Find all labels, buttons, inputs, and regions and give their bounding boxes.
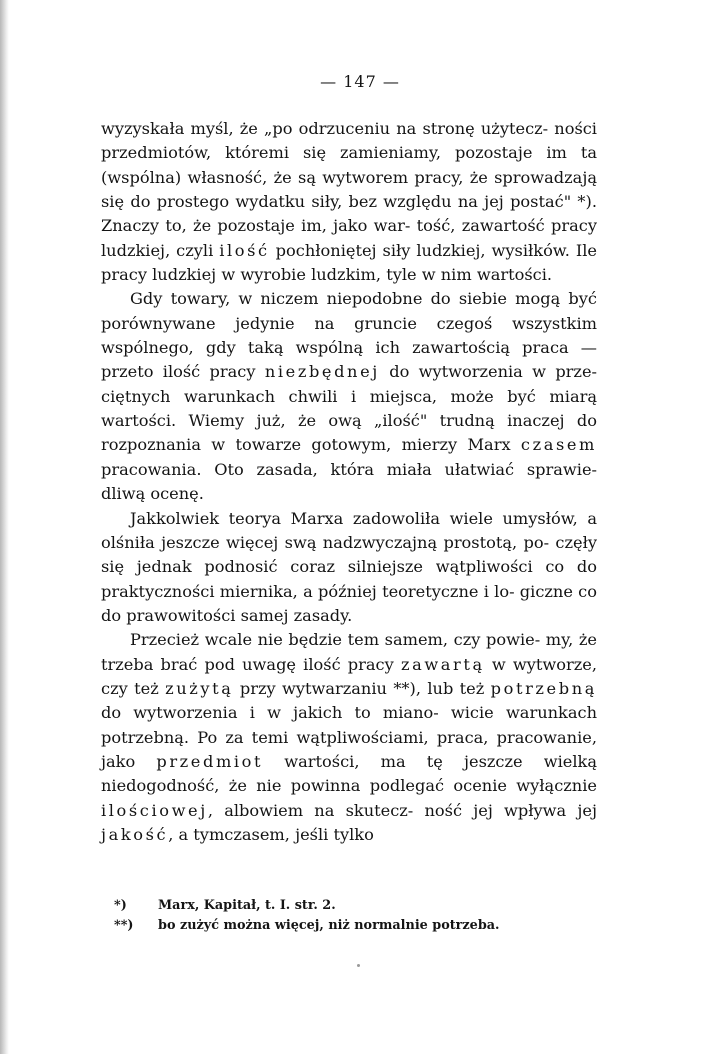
- text-run: , a tymczasem, jeśli tylko: [168, 824, 374, 844]
- body-text: [101, 117, 597, 847]
- footnote-mark: *): [114, 898, 127, 913]
- footnote-text: bo zużyć można więcej, niż normalnie potrzeba.: [158, 918, 500, 933]
- emphasized-text: zawartą: [400, 654, 485, 674]
- emphasized-text: ilość: [219, 240, 270, 260]
- text-run: wartości, ma tę jeszcze wielką niedogodność, że nie powinna podlegać ocenie wyłącznie: [101, 751, 597, 796]
- emphasized-text: czasem: [520, 435, 597, 455]
- paragraph: [101, 117, 597, 287]
- text-run: Gdy towary, w niczem niepodobne do siebie mogą być porównywane jedynie na gruncie czegoś wszystkim wspólnego, gdy taką wspólną ich zawartością praca — przeto ilość pracy: [101, 289, 597, 382]
- emphasized-text: potrzebną: [490, 678, 597, 698]
- footnotes: [114, 896, 594, 936]
- print-speck: [357, 964, 360, 967]
- text-run: pracowania. Oto zasada, która miała ułatwiać sprawie- dliwą ocenę.: [101, 459, 597, 504]
- paragraph: [101, 287, 597, 506]
- text-run: do wytworzenia i w jakich to miano- wicie warunkach potrzebną. Po za temi wątpliwościami, praca, pracowanie, jako: [101, 703, 597, 771]
- footnote: [114, 896, 594, 916]
- emphasized-text: jakość: [101, 824, 169, 844]
- text-run: , albowiem na skutecz- ność jej wpływa jej: [207, 800, 597, 820]
- footnote-text: Marx, Kapitał, t. I. str. 2.: [158, 898, 336, 913]
- page-spine-shadow: [0, 0, 9, 1054]
- emphasized-text: ilościowej: [101, 800, 208, 820]
- text-run: Przecież wcale nie będzie tem samem, czy powie- my, że trzeba brać pod uwagę ilość pracy: [101, 630, 597, 674]
- paragraph: [101, 507, 597, 629]
- emphasized-text: przedmiot: [156, 751, 264, 771]
- text-run: wyzyskała myśl, że „po odrzuceniu na stronę użytecz- ności przedmiotów, któremi się zamieniamy, pozostaje im ta (wspólna) własność, że są wytworem pracy, że sprowadzają się do prostego wydatku siły, bez względu na jej postać" *). Znaczy to, że pozostaje im, jako war- tość, zawartość pracy ludzkiej, czyli: [101, 119, 597, 260]
- footnote: [114, 916, 594, 936]
- page-number: — 147 —: [320, 72, 400, 91]
- emphasized-text: niezbędnej: [264, 362, 380, 382]
- text-run: pochłoniętej siły ludzkiej, wysiłków. Ile pracy ludzkiej w wyrobie ludzkim, tyle w nim wartości.: [101, 240, 597, 285]
- footnote-mark: **): [114, 918, 134, 933]
- paragraph: [101, 628, 597, 847]
- emphasized-text: zużytą: [165, 678, 234, 698]
- text-run: Jakkolwiek teorya Marxa zadowoliła wiele umysłów, a olśniła jeszcze więcej swą nadzwyczajną prostotą, po- częły się jednak podnosić coraz silniejsze wątpliwości co do praktyczności miernika, a później teoretyczne i lo- giczne co do prawowitości samej zasady.: [101, 508, 597, 625]
- text-run: w wytworze, czy też: [101, 654, 597, 698]
- text-run: przy wytwarzaniu **), lub też: [233, 678, 491, 698]
- text-run: do wytworzenia w prze- ciętnych warunkach chwili i miejsca, może być miarą wartości. Wiemy już, że ową „ilość" trudną inaczej do rozpoznania w towarze gotowym, mierzy Marx: [101, 362, 597, 455]
